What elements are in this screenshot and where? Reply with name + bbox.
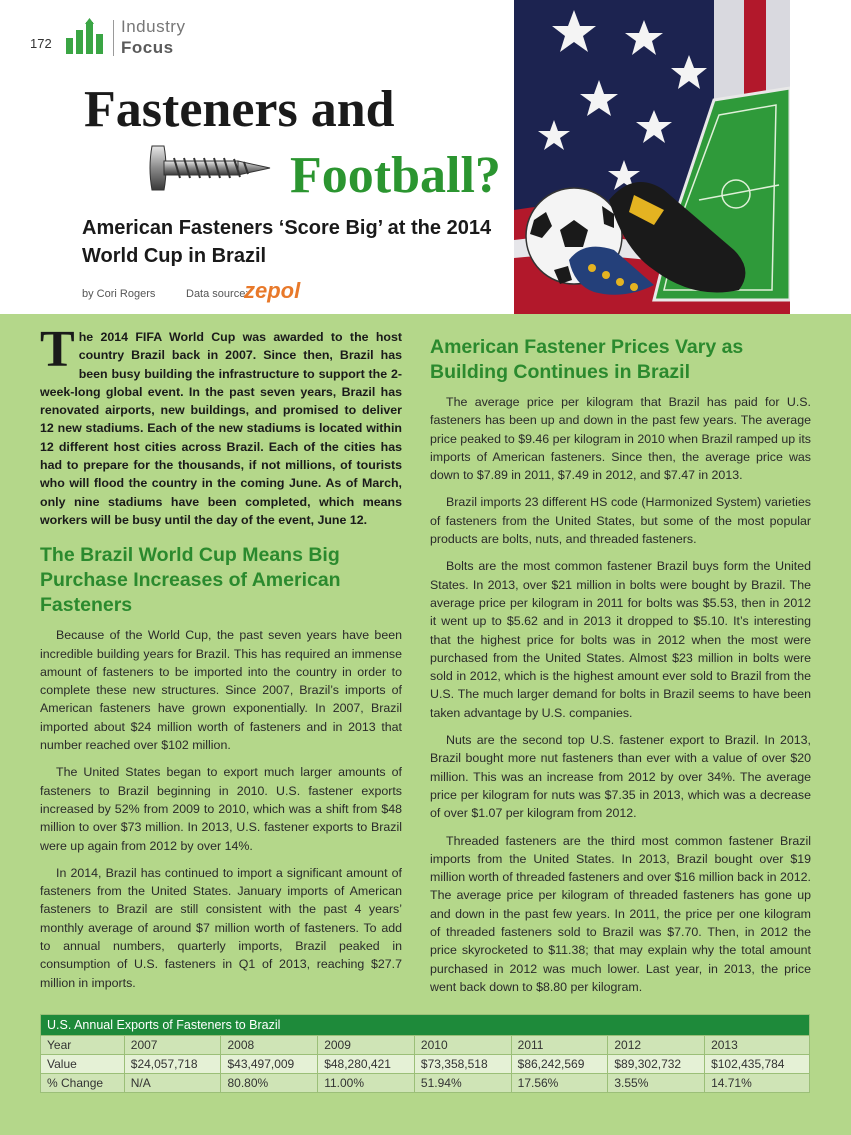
article-subtitle: American Fasteners ‘Score Big’ at the 2014 World Cup in Brazil bbox=[82, 217, 492, 267]
table-cell: $89,302,732 bbox=[608, 1055, 705, 1074]
article-title-line1: Fasteners and bbox=[84, 81, 395, 138]
table-cell: % Change bbox=[41, 1074, 125, 1093]
table-cell: 2010 bbox=[414, 1036, 511, 1055]
bar-chart-logo-icon bbox=[66, 18, 106, 54]
page-number: 172 bbox=[30, 36, 52, 51]
table-cell: $86,242,569 bbox=[511, 1055, 608, 1074]
table-cell: 80.80% bbox=[221, 1074, 318, 1093]
table-caption-row bbox=[41, 1015, 810, 1036]
section1-paragraph: Because of the World Cup, the past seven years have been incredible building years for Brazil. This has required an immense amount of fasteners to be imported into the country in order to complete these new structures. Since 2007, Brazil’s imports of American fasteners have grown exponentially. In 2007, Brazil imported about $24 million worth of fasteners and in 2013 that number reached over $102 million. bbox=[40, 628, 402, 753]
section2-paragraph: Brazil imports 23 different HS code (Harmonized System) varieties of fasteners from the United States, but some of the most popular products are bolts, nuts, and threaded fasteners. bbox=[430, 495, 811, 547]
table-row bbox=[41, 1036, 810, 1055]
data-source-label: Data source: bbox=[186, 288, 249, 300]
right-column bbox=[430, 335, 811, 1005]
table-row bbox=[41, 1055, 810, 1074]
drop-cap: T bbox=[40, 321, 75, 378]
screw-icon bbox=[148, 142, 274, 194]
section2-paragraph: Nuts are the second top U.S. fastener export to Brazil. In 2013, Brazil bought more nut fasteners than ever with a value of over $20 million. This was an increase from 2012 by over 34%. The average price per kilogram for nuts was $7.35 in 2013, which was a decrease of over $1.07 per kilogram from 2012. bbox=[430, 733, 811, 821]
table-cell: 11.00% bbox=[318, 1074, 415, 1093]
table-cell: $73,358,518 bbox=[414, 1055, 511, 1074]
table-cell: $24,057,718 bbox=[124, 1055, 221, 1074]
table-caption: U.S. Annual Exports of Fasteners to Brazil bbox=[41, 1015, 810, 1036]
table-cell: $43,497,009 bbox=[221, 1055, 318, 1074]
section-label-focus: Focus bbox=[121, 38, 174, 57]
intro-paragraph bbox=[40, 321, 402, 529]
table-cell: 2008 bbox=[221, 1036, 318, 1055]
left-column bbox=[40, 321, 402, 1001]
table-cell: 2012 bbox=[608, 1036, 705, 1055]
section1-paragraph: The United States began to export much larger amounts of fasteners to Brazil beginning in 2010. U.S. fastener exports increased by 52% from 2009 to 2010, which was a shift from $48 million to over $73 million. In 2013, U.S. fastener exports to Brazil were up again from 2012 by over 14%. bbox=[40, 765, 402, 853]
table-cell: 14.71% bbox=[705, 1074, 810, 1093]
table-cell: 2013 bbox=[705, 1036, 810, 1055]
exports-table bbox=[40, 1014, 810, 1093]
table-cell: $48,280,421 bbox=[318, 1055, 415, 1074]
section1-heading: The Brazil World Cup Means Big Purchase Increases of American Fasteners bbox=[40, 544, 341, 617]
byline: by Cori Rogers bbox=[82, 288, 156, 300]
table-cell: 3.55% bbox=[608, 1074, 705, 1093]
table-cell: N/A bbox=[124, 1074, 221, 1093]
logo-divider bbox=[113, 20, 114, 56]
article-title-line2: Football? bbox=[290, 147, 501, 204]
section2-heading: American Fastener Prices Vary as Building Continues in Brazil bbox=[430, 336, 744, 383]
table-cell: 51.94% bbox=[414, 1074, 511, 1093]
table-cell: 2007 bbox=[124, 1036, 221, 1055]
table-cell: Value bbox=[41, 1055, 125, 1074]
table-cell: $102,435,784 bbox=[705, 1055, 810, 1074]
hero-illustration bbox=[514, 0, 790, 314]
table-cell: 2011 bbox=[511, 1036, 608, 1055]
table-cell: 17.56% bbox=[511, 1074, 608, 1093]
section2-paragraph: The average price per kilogram that Brazil has paid for U.S. fasteners has been up and down in the past few years. The average price peaked to $9.46 per kilogram in 2010 when Brazil ramped up its imports of American fasteners. Since then, the average price was down to $7.89 in 2011, $7.49 in 2012, and $7.47 in 2013. bbox=[430, 395, 811, 483]
section2-paragraph: Bolts are the most common fastener Brazil buys form the United States. In 2013, over $21 million in bolts were bought by Brazil. The average price per kilogram in 2011 for bolts was $5.53, then in 2012 it went up to $5.62 and in 2013 it dropped to $5.10. It’s interesting that the highest price for bolts was in 2012 when the most were purchased from the United States. Almost $23 million in bolts were sold in 2012, which is the highest amount ever sold to Brazil from the U.S. The much larger demand for bolts in Brazil seems to have been taken advantage by U.S. companies. bbox=[430, 559, 811, 720]
section1-paragraph: In 2014, Brazil has continued to import a significant amount of fasteners from the United States. January imports of American fasteners to Brazil are still consistent with the past 4 years’ monthly average of around $7 million worth of fasteners. To add to annual numbers, quarterly imports, Brazil peaked in consumption of U.S. fasteners in Q1 of 2013, reaching $27.7 million in imports. bbox=[40, 865, 402, 990]
table-cell: 2009 bbox=[318, 1036, 415, 1055]
intro-text: he 2014 FIFA World Cup was awarded to the host country Brazil back in 2007. Since then, Brazil has been busy building the infrastructure to support the 2-week-long global event. In the past seven years, Brazil has renovated airports, new buildings, and promised to deliver 12 new stadiums. Each of the new stadiums is located within 12 different host cities across Brazil. Each of the cities has had to prepare for the thousands, if not millions, of tourists who will flood the country in the coming June. As of March, only nine stadiums have been completed, which means workers will be busy until the day of the event, June 12. bbox=[40, 330, 402, 527]
table-cell: Year bbox=[41, 1036, 125, 1055]
section-label-industry: Industry bbox=[121, 17, 186, 36]
table-row bbox=[41, 1074, 810, 1093]
section2-paragraph: Threaded fasteners are the third most common fastener Brazil imports from the United States. In 2013, Brazil bought over $19 million worth of threaded fasteners and over $16 million back in 2012. The average price per kilogram of threaded fasteners has gone up and down in the past few years. In 2011, the price per one kilogram of threaded fasteners sold to Brazil was $7.70. Then, in 2012 the price skyrocketed to $11.38; that may explain why the total amount purchased in 2012 was much lower. Last year, in 2013, the price went back down to $8.80 per kilogram. bbox=[430, 833, 811, 994]
zepol-logo: zepol bbox=[244, 278, 301, 303]
